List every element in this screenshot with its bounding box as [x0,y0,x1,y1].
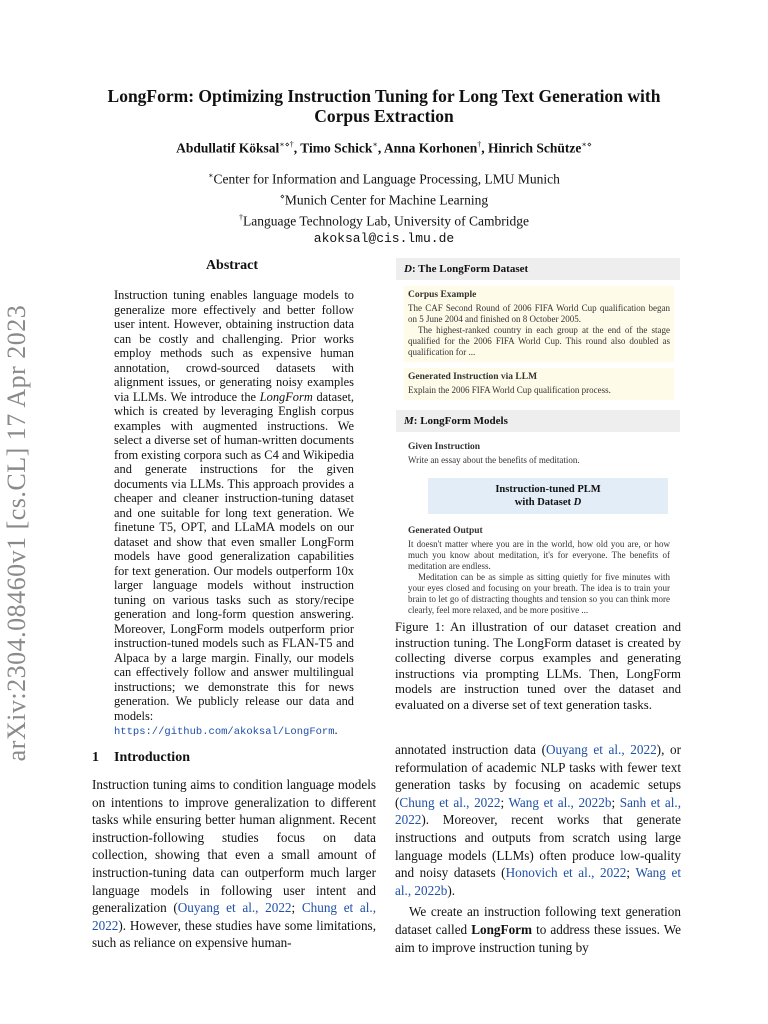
abstract-text-part: dataset, which is created by leveraging English corpus examples with augmented instructions. We select a diverse set of human-written documents from existing corpora such as C4 and Wikipedia and generate instructions for the given documents via LLMs. This approach provides a cheaper and cleaner instruction-tuning dataset and one suitable for long text generation. We finetune T5, OPT, and LLaMA models on our dataset and show that even smaller LongForm models have good generalization capabilities for text generation. Our models outperform 10x larger language models without instruction tuning on various tasks such as story/recipe generation and long-form question answering. Moreover, LongForm models outperform prior instruction-tuned models such as FLAN-T5 and Alpaca by a large margin. Finally, our models can effectively follow and answer multilingual instructions; we demonstrate this for news generation. We publicly release our data and models: [114,389,354,723]
dataset-banner-title: : The LongForm Dataset [411,263,529,275]
figure-caption: Figure 1: An illustration of our dataset creation and instruction tuning. The LongForm dataset is created by collecting diverse corpus examples and generating instructions via prompting LLMs. Then, LongForm models are instruction tuned over the dataset and evaluated on a diverse set of text generation tasks. [395,620,681,712]
citation-link[interactable]: Chung et al., 2022 [399,794,501,810]
abstract-text-part: Instruction tuning enables language models to generalize more effectively and better follow user intent. However, obtaining instruction data can be costly and challenging. Prior works employ methods such as expensive human annotation, crowd-sourced datasets with alignment issues, or generating noisy examples via LLMs. We introduce the [114,288,354,404]
instruction-tuned-plm-box [428,478,668,514]
author-name: Anna Korhonen [383,140,478,156]
models-banner-title: : LongForm Models [413,415,508,427]
citation-link[interactable]: Chung et al., 2022 [92,900,376,933]
figure-1 [396,258,680,620]
section-number: 1 [92,750,99,765]
generated-instruction-label: Generated Instruction via LLM [408,372,538,382]
corpus-example-panel [404,286,674,362]
model-box-line-1: Instruction-tuned PLM [495,484,601,495]
affiliation-text: Munich Center for Machine Learning [284,192,489,208]
author-name: Abdullatif Köksal [176,140,280,156]
dataset-symbol: D [404,263,412,275]
citation-link[interactable]: Wang et al., 2022b [508,794,612,810]
citation-link[interactable]: Ouyang et al., 2022 [545,742,657,757]
author-list [70,137,698,157]
text-part: ; [626,865,636,881]
corpus-example-label: Corpus Example [408,290,477,300]
generated-output-panel [404,522,674,620]
affiliation-text: Language Technology Lab, University of Cambridge [243,213,529,229]
author-name: Timo Schick [300,140,373,156]
given-instruction-label: Given Instruction [408,442,481,452]
generated-output-label: Generated Output [408,526,483,536]
author-marks: † [477,140,482,149]
given-instruction-panel [404,438,674,470]
corpus-text-part: The highest-ranked country in each group at the end of the stage qualified for the 2006 FIFA World Cup. This round also doubled as qualification for ... [408,325,670,357]
section-title: Introduction [114,750,190,765]
affiliation-mark: ∗ [208,171,214,180]
model-box-dataset-symbol: D [573,497,582,508]
paragraph [395,741,681,899]
abstract-body [114,288,354,740]
author-name: Hinrich Schütze [488,140,582,156]
introduction-body [92,776,376,952]
text-part: ; [611,794,620,810]
affiliation-mark: ⋄ [279,192,285,201]
right-column-body [395,741,681,956]
citation-link[interactable]: Sanh et al., 2022 [395,794,681,828]
generated-instruction-panel [404,368,674,400]
text-part: annotated instruction data ( [395,742,546,757]
title-line-1: LongForm: Optimizing Instruction Tuning for Long Text Generation with [107,86,661,106]
affiliations [70,167,698,248]
corpus-text-part: The CAF Second Round of 2006 FIFA World Cup qualification began on 5 June 2004 and finished on 8 October 2005. [408,303,670,324]
text-part: We create an instruction following text generation dataset called [395,904,681,937]
intro-text-part: ). However, these studies have some limitations, such as reliance on expensive human- [92,917,376,951]
corpus-example-text [408,303,670,358]
author-separator: , [481,140,489,156]
dataset-banner [396,258,680,280]
citation-link[interactable]: Ouyang et al., 2022 [177,900,292,916]
paragraph [395,903,681,956]
affiliation-mark: † [239,213,243,222]
title-line-2: Corpus Extraction [314,106,454,126]
generated-instruction-text: Explain the 2006 FIFA World Cup qualification process. [408,385,611,395]
author-marks: ∗ [372,140,378,149]
section-heading-introduction [92,750,382,766]
text-part: to address these issues. We aim to improve instruction tuning by [395,921,681,955]
author-separator: , [377,140,384,156]
citation-link[interactable]: Wang et al., 2022b [395,865,681,898]
paper-title [70,86,698,126]
output-text-part: Meditation can be as simple as sitting quietly for five minutes with your eyes closed and focusing on your breath. The idea is to train your brain to let go of distracting thoughts and tension so you can think more clearly, feel more relaxed, and be more positive ... [408,572,670,615]
affiliation-line [70,167,698,188]
abstract-dataset-name: LongForm [259,389,313,404]
text-part: ; [500,794,509,810]
affiliation-text: Center for Information and Language Processing, LMU Munich [213,171,560,187]
models-symbol: M [404,415,414,427]
output-text-part: It doesn't matter where you are in the world, how old you are, or how much you know about meditation, it's for everyone. The benefits of meditation are endless. [408,539,670,571]
abstract-text-end: . [334,723,338,737]
arxiv-identifier-stamp: arXiv:2304.08460v1 [cs.CL] 17 Apr 2023 [2,304,31,762]
model-box-line-2: with Dataset [514,497,574,508]
intro-text-part: Instruction tuning aims to condition language models on intentions to improve generalization to different tasks while ensuring better human alignment. Recent instruction-following studies focus on data collection, showing that even a small amount of instruction-tuning data can outperform much larger language models in following user intent and generalization ( [92,777,376,916]
citation-separator: ; [291,900,302,916]
citation-link[interactable]: Honovich et al., 2022 [505,865,627,881]
github-link[interactable]: https://github.com/akoksal/LongForm [114,726,335,738]
text-part: ), or reformulation of academic NLP tasks with fewer text generation tasks by focusing on academic setups ( [395,742,681,810]
author-separator: , [293,140,301,156]
generated-output-text [408,539,670,616]
author-marks: ∗⋄† [279,140,294,149]
author-marks: ∗⋄ [581,140,592,149]
models-banner [396,410,680,432]
dataset-name-bold: LongForm [471,921,533,937]
abstract-heading: Abstract [205,258,259,273]
text-part: ). Moreover, recent works that generate instructions and outputs from scratch using large language models (LLMs) often produce low-quality and noisy datasets ( [395,812,681,881]
affiliation-line [70,209,698,230]
affiliation-line [70,188,698,209]
text-part: ). [447,882,456,898]
author-email: akoksal@cis.lmu.de [313,231,455,246]
given-instruction-text: Write an essay about the benefits of meditation. [408,455,580,465]
